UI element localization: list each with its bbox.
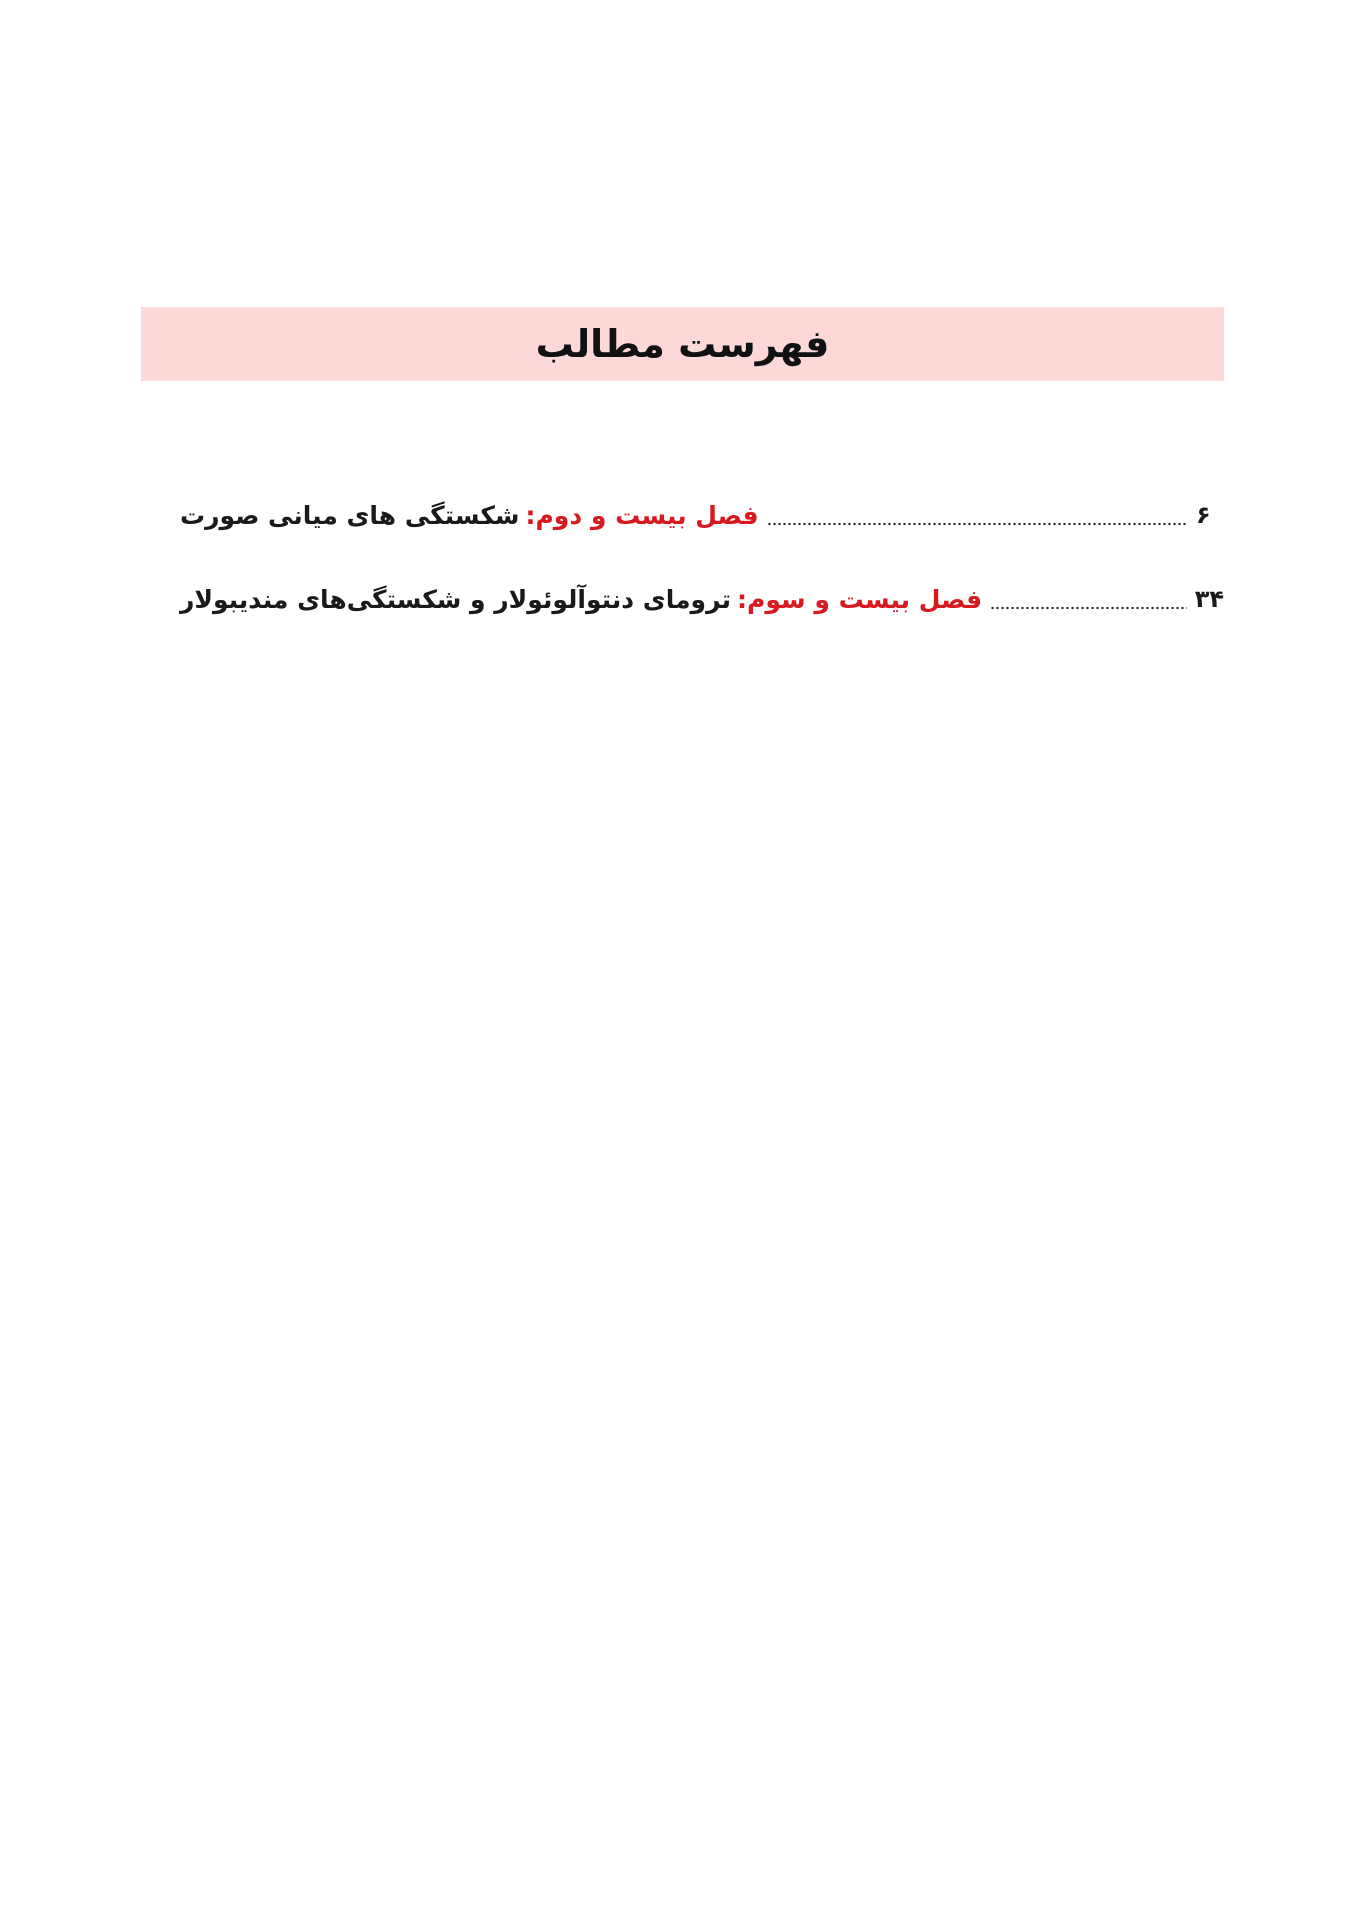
table-of-contents bbox=[180, 490, 1224, 658]
chapter-separator: : bbox=[737, 584, 748, 614]
page-title: فهرست مطالب bbox=[535, 322, 830, 366]
chapter-label: فصل بیست و سوم bbox=[747, 584, 983, 614]
chapter-title: شکستگی های میانی صورت bbox=[180, 500, 520, 530]
chapter-label: فصل بیست و دوم bbox=[535, 500, 759, 530]
chapter-title: ترومای دنتوآلوئولار و شکستگی‌های مندیبولار bbox=[180, 584, 732, 614]
page-number: ۳۴ bbox=[1194, 585, 1224, 613]
toc-entry[interactable] bbox=[180, 490, 1224, 540]
dot-leader bbox=[990, 606, 1187, 610]
toc-title-band bbox=[141, 307, 1224, 381]
dot-leader bbox=[767, 522, 1188, 526]
chapter-separator: : bbox=[525, 500, 536, 530]
toc-entry-text bbox=[180, 501, 759, 530]
page-number: ۶ bbox=[1196, 501, 1211, 529]
toc-entry[interactable] bbox=[180, 574, 1224, 624]
toc-entry-text bbox=[180, 585, 982, 614]
